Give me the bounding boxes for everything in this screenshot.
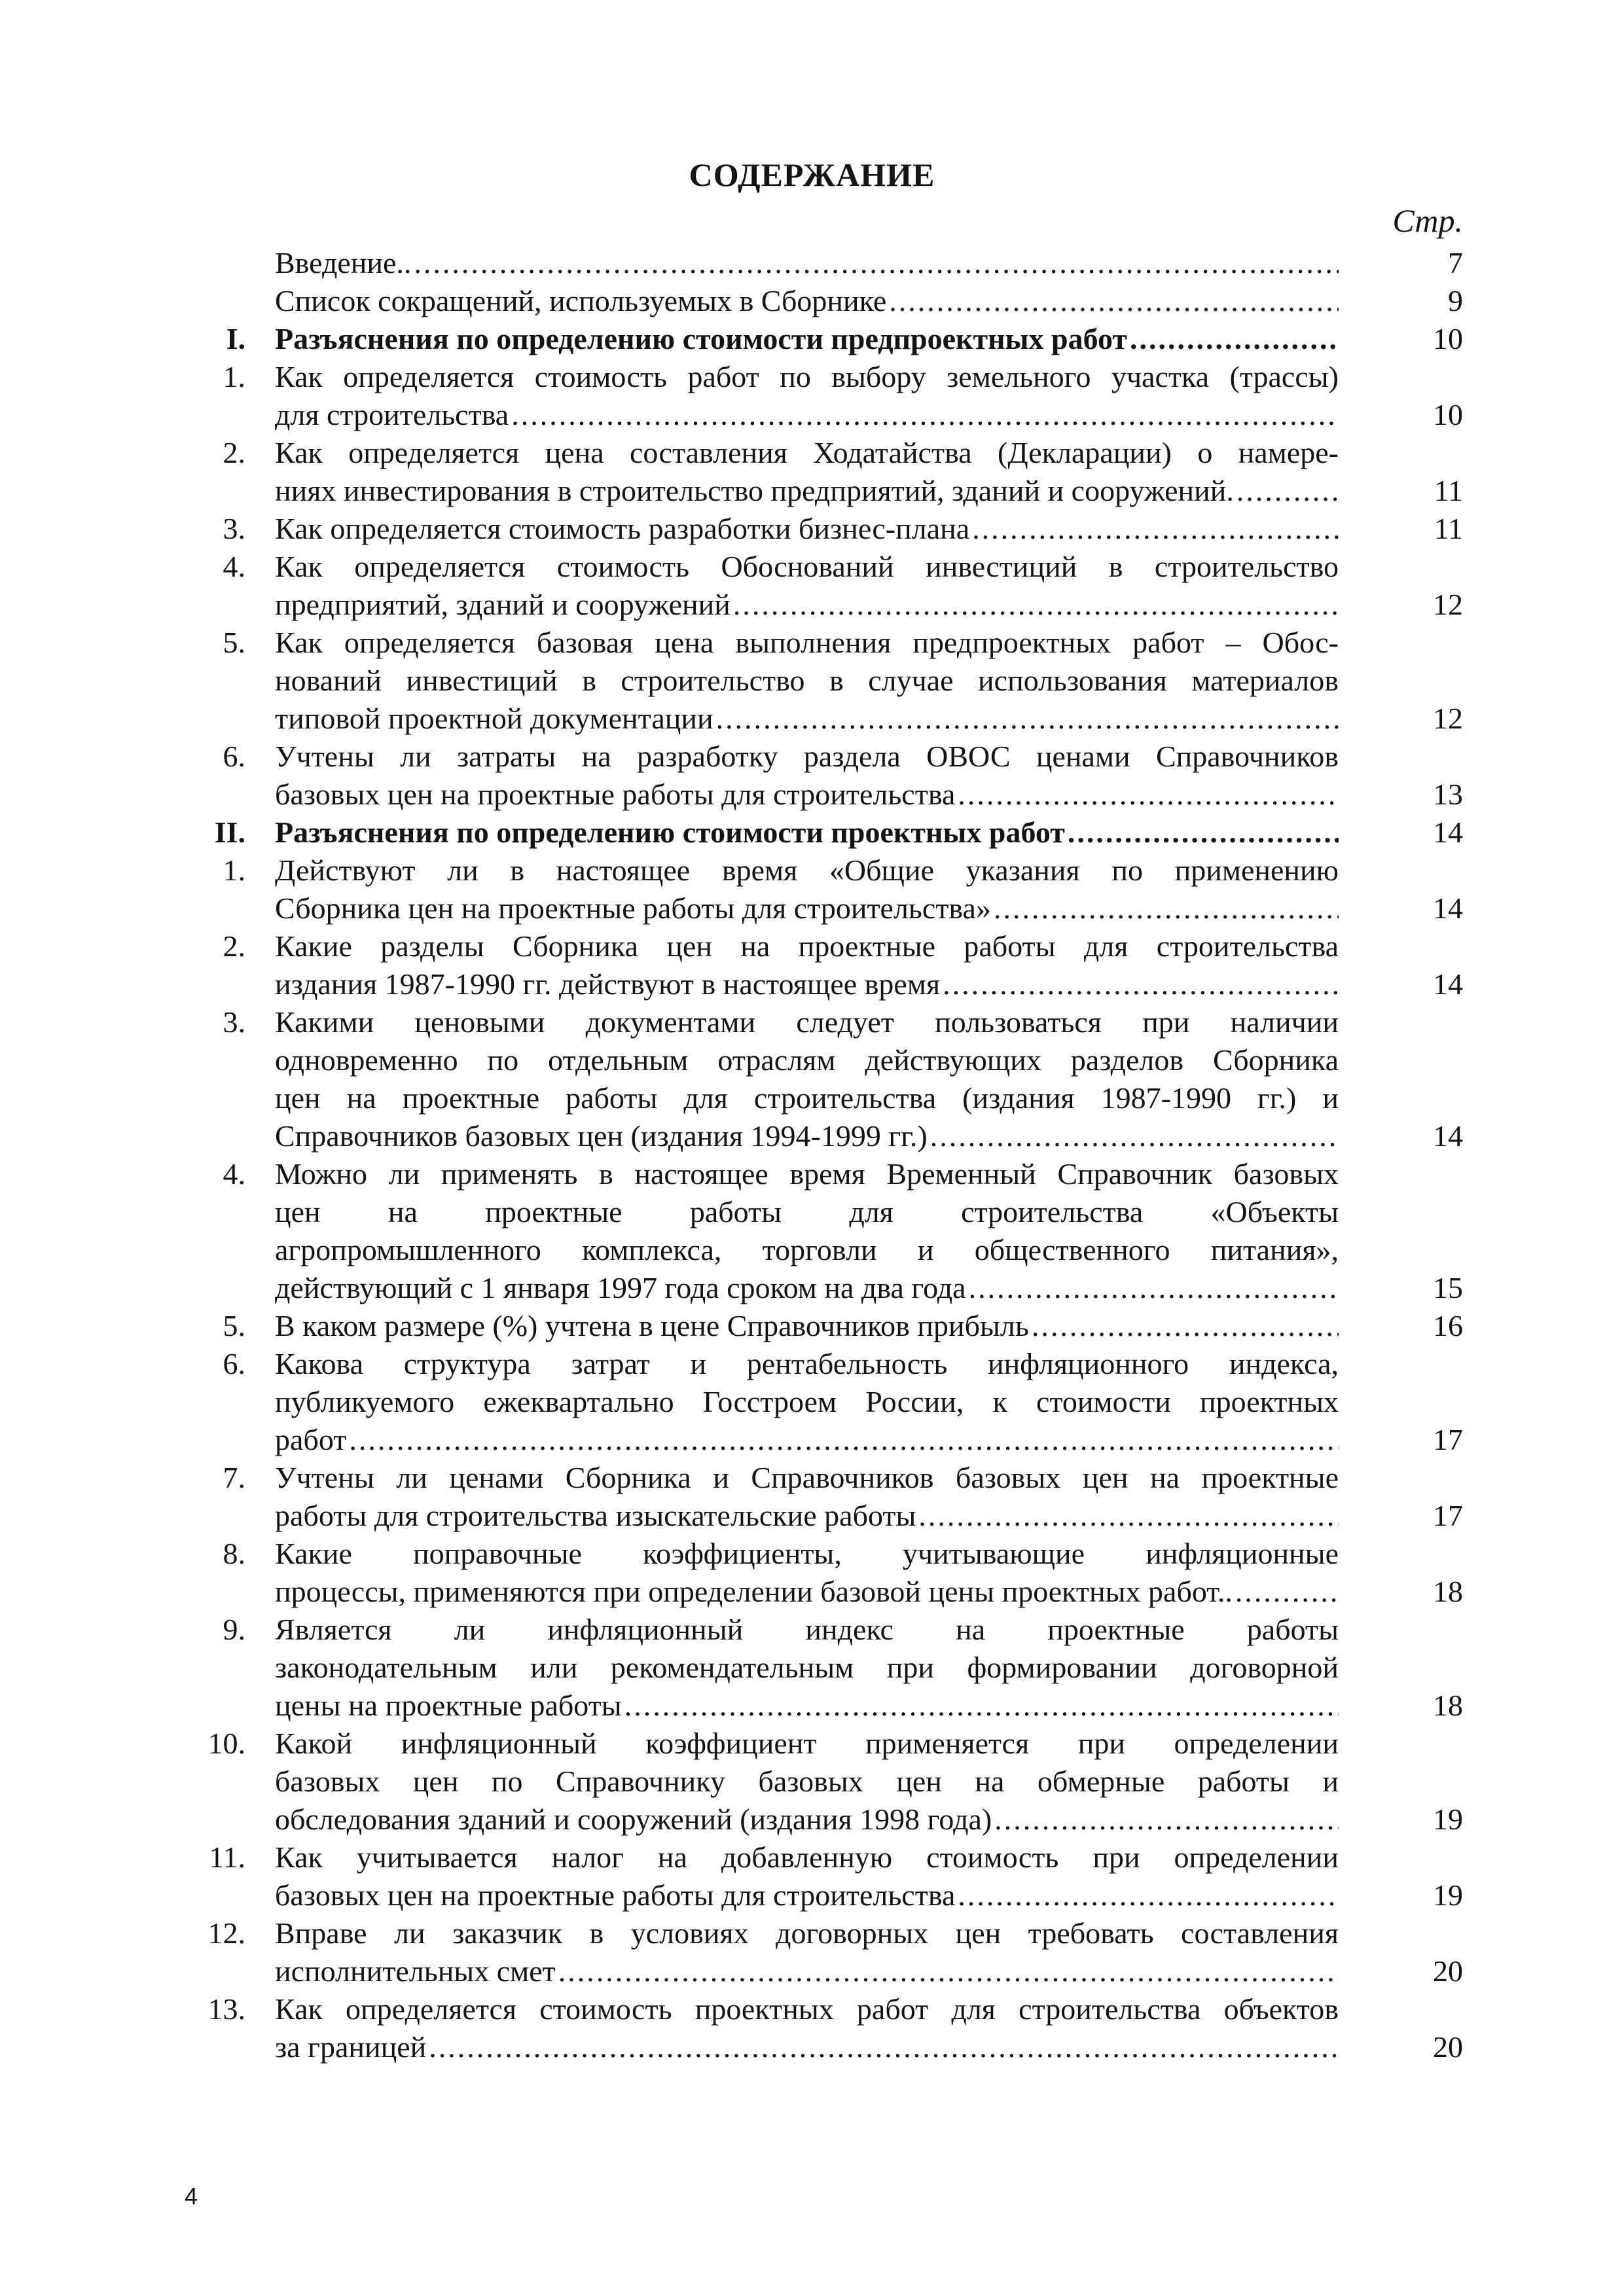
toc-entry-number: 1. [223,853,245,887]
toc-entry-last-line [275,586,1339,624]
toc-entry-last-text: базовых цен на проектные работы для строительства [275,1878,956,1912]
toc-entry-number: 12. [208,1916,245,1950]
toc-entry-line: Как определяется стоимость проектных работ для строительства объектов [275,1992,1339,2026]
toc-entry-line: цен на проектные работы для строительства (издания 1987-1990 гг.) и [275,1081,1339,1115]
toc-entry-title [275,1307,1339,1345]
toc-entry-page: 15 [1433,1271,1463,1304]
toc-entry[interactable] [0,1155,1624,1307]
toc-entry-last-text: предприятий, зданий и сооружений [275,588,731,621]
toc-entry-line: Учтены ли ценами Сборника и Справочников базовых цен на проектные [275,1461,1339,1494]
toc-entry[interactable] [0,548,1624,624]
toc-entry-page: 14 [1433,967,1463,1001]
toc-entry-last-line [275,396,1339,434]
dot-leader [943,965,1339,1003]
toc-entry-last-text: Разъяснения по определению стоимости проектных работ [275,816,1065,849]
toc-entry-last-line [275,320,1339,358]
toc-entry-last-text: ниях инвестирования в строительство предприятий, зданий и сооружений. [275,474,1234,507]
toc-entry-number: 6. [223,740,245,773]
toc-entry-last-line [275,472,1339,510]
toc-entry-title [275,282,1339,320]
toc-entry-line: агропромышленного комплекса, торговли и общественного питания», [275,1233,1339,1266]
toc-entry-page: 12 [1433,588,1463,621]
toc-entry-last-text: процессы, применяются при определении базовой цены проектных работ.. [275,1575,1233,1608]
toc-entry[interactable] [0,1307,1624,1345]
toc-entry-number: 3. [223,512,245,545]
toc-entry-title [275,1459,1339,1535]
toc-entry[interactable] [0,1914,1624,1990]
dot-leader [349,1421,1339,1459]
toc-entry-page: 19 [1433,1878,1463,1912]
toc-entry-last-text: работы для строительства изыскательские работы [275,1499,916,1532]
dot-leader [624,1687,1339,1725]
page-column-header: Стр. [1392,202,1463,239]
toc-entry-number: 4. [223,550,245,583]
dot-leader [994,1801,1339,1839]
dot-leader [889,282,1339,320]
document-title: СОДЕРЖАНИЕ [689,156,935,193]
toc-entry-number: 6. [223,1347,245,1380]
dot-leader [958,1876,1339,1914]
toc-entry-last-line [275,1269,1339,1307]
toc-entry-line: базовых цен по Справочнику базовых цен на обмерные работы и [275,1765,1339,1798]
toc-entry[interactable] [0,1839,1624,1914]
page-number: 4 [185,2183,198,2210]
toc-entry-last-line [275,1952,1339,1990]
dot-leader [1235,1573,1339,1611]
toc-entry-page: 18 [1433,1689,1463,1722]
toc-entry-last-line [275,965,1339,1003]
toc-entry-number: 11. [209,1840,245,1874]
toc-entry-title [275,1725,1339,1839]
toc-entry-line: Как определяется цена составления Ходатайства (Декларации) о намере- [275,436,1339,469]
toc-entry[interactable] [0,1003,1624,1155]
toc-entry-line: Как определяется стоимость работ по выбору земельного участка (трассы) [275,360,1339,393]
toc-entry-number: 2. [223,436,245,469]
toc-entry-page: 10 [1433,322,1463,355]
toc-entry-last-line [275,1497,1339,1535]
toc-entry-title [275,1914,1339,1990]
toc-entry-number: 3. [223,1005,245,1039]
toc-entry-last-line [275,1117,1339,1155]
toc-entry-number: 13. [208,1992,245,2026]
toc-entry-line: Какой инфляционный коэффициент применяется при определении [275,1727,1339,1760]
toc-entry-page: 7 [1448,246,1463,279]
toc-entry-page: 9 [1448,284,1463,317]
toc-entry-title [275,624,1339,738]
toc-entry[interactable] [0,852,1624,927]
toc-entry-line: Какими ценовыми документами следует пользоваться при наличии [275,1005,1339,1039]
toc-entry-last-text: действующий с 1 января 1997 года сроком на два года [275,1271,966,1304]
toc-entry-page: 20 [1433,2030,1463,2064]
toc-entry-line: нований инвестиций в строительство в случае использования материалов [275,664,1339,697]
toc-entry-line: Какие разделы Сборника цен на проектные работы для строительства [275,929,1339,963]
toc-entry-last-text: Список сокращений, используемых в Сборнике [275,284,887,317]
toc-entry-last-text: типовой проектной документации [275,702,713,735]
toc-entry[interactable] [0,510,1624,548]
toc-entry[interactable] [0,1990,1624,2066]
toc-entry[interactable] [0,434,1624,510]
dot-leader [918,1497,1339,1535]
toc-entry-line: законодательным или рекомендательным при формировании договорной [275,1651,1339,1684]
toc-entry-title [275,1345,1339,1459]
toc-entry-title [275,927,1339,1003]
toc-entry-page: 12 [1433,702,1463,735]
toc-entry-line: Как определяется стоимость Обоснований инвестиций в строительство [275,550,1339,583]
toc-entry-last-text: Как определяется стоимость разработки бизнес-плана [275,512,970,545]
toc-entry-page: 19 [1433,1803,1463,1836]
dot-leader [1130,320,1339,358]
dot-leader [969,1269,1339,1307]
toc-entry-page: 14 [1433,1119,1463,1153]
toc-entry-title [275,358,1339,434]
toc-entry-title [275,320,1339,358]
toc-entry-last-text: цены на проектные работы [275,1689,622,1722]
toc-entry-last-line [275,814,1339,852]
toc-entry-line: Какие поправочные коэффициенты, учитывающие инфляционные [275,1537,1339,1570]
toc-entry-page: 13 [1433,778,1463,811]
toc-entry-last-line [275,1801,1339,1839]
toc-entry-last-line [275,1573,1339,1611]
toc-entry-last-line [275,282,1339,320]
dot-leader [1236,472,1339,510]
toc-entry-line: Является ли инфляционный индекс на проектные работы [275,1613,1339,1646]
toc-entry-line: Действуют ли в настоящее время «Общие указания по применению [275,853,1339,887]
toc-entry-number: 5. [223,626,245,659]
toc-section-entry[interactable] [0,320,1624,358]
toc-entry-last-text: издания 1987-1990 гг. действуют в настоящее время [275,967,941,1001]
toc-entry-last-line [275,2028,1339,2066]
toc-entry[interactable] [0,624,1624,738]
dot-leader [930,1117,1339,1155]
toc-entry-line: Какова структура затрат и рентабельность инфляционного индекса, [275,1347,1339,1380]
toc-entry-number: 2. [223,929,245,963]
toc-entry-title [275,244,1339,282]
toc-entry-number: 4. [223,1157,245,1191]
toc-entry-page: 10 [1433,398,1463,431]
toc-entry-last-text: работ [275,1423,347,1456]
toc-entry-line: Как определяется базовая цена выполнения предпроектных работ – Обос- [275,626,1339,659]
toc-entry-page: 11 [1434,512,1463,545]
toc-entry-page: 14 [1433,816,1463,849]
toc-entry-line: Вправе ли заказчик в условиях договорных цен требовать составления [275,1916,1339,1950]
dot-leader [414,244,1339,282]
toc-entry-last-text: В каком размере (%) учтена в цене Справочников прибыль [275,1309,1029,1342]
toc-entry-last-line [275,1687,1339,1725]
toc-entry-title [275,1839,1339,1914]
toc-entry[interactable] [0,927,1624,1003]
toc-entry-last-line [275,889,1339,927]
toc-entry-line: Как учитывается налог на добавленную стоимость при определении [275,1840,1339,1874]
toc-entry-title [275,1003,1339,1155]
toc-entry-last-text: Сборника цен на проектные работы для строительства» [275,891,991,925]
toc-entry-title [275,548,1339,624]
dot-leader [733,586,1339,624]
toc-entry-page: 18 [1433,1575,1463,1608]
toc-entry-number: I. [226,322,245,355]
toc-entry-title [275,434,1339,510]
toc-entry-title [275,814,1339,852]
toc-entry-page: 20 [1433,1954,1463,1988]
table-of-contents [0,244,1624,2066]
dot-leader [994,889,1339,927]
toc-entry[interactable] [0,1535,1624,1611]
toc-entry-line: публикуемого ежеквартально Госстроем России, к стоимости проектных [275,1385,1339,1418]
dot-leader [558,1952,1339,1990]
toc-entry-title [275,1990,1339,2066]
toc-entry-last-line [275,1307,1339,1345]
toc-entry-last-text: для строительства [275,398,509,431]
dot-leader [1032,1307,1339,1345]
toc-entry-last-line [275,700,1339,738]
toc-entry-last-text: Введение.. [275,246,412,279]
dot-leader [958,776,1339,814]
toc-entry-page: 11 [1434,474,1463,507]
toc-entry-title [275,852,1339,927]
toc-entry[interactable] [0,1611,1624,1725]
toc-entry-page: 14 [1433,891,1463,925]
toc-entry-last-text: за границей [275,2030,427,2064]
toc-entry-number: 5. [223,1309,245,1342]
toc-entry-number: II. [214,816,245,849]
dot-leader [429,2028,1339,2066]
dot-leader [972,510,1339,548]
toc-entry-number: 8. [223,1537,245,1570]
toc-entry[interactable] [0,244,1624,282]
toc-entry[interactable] [0,282,1624,320]
toc-entry[interactable] [0,1459,1624,1535]
toc-entry-last-line [275,1421,1339,1459]
toc-entry-last-text: Справочников базовых цен (издания 1994-1999 гг.) [275,1119,928,1153]
toc-entry-line: цен на проектные работы для строительства «Объекты [275,1195,1339,1229]
toc-entry-title [275,738,1339,814]
toc-entry-title [275,1611,1339,1725]
toc-entry-line: Учтены ли затраты на разработку раздела ОВОС ценами Справочников [275,740,1339,773]
toc-entry-last-line [275,776,1339,814]
toc-entry-last-text: исполнительных смет [275,1954,556,1988]
toc-entry-last-line [275,1876,1339,1914]
toc-entry-title [275,1155,1339,1307]
toc-entry-number: 1. [223,360,245,393]
toc-entry-last-line [275,510,1339,548]
toc-entry-page: 16 [1433,1309,1463,1342]
toc-entry-last-line [275,244,1339,282]
toc-entry-last-text: Разъяснения по определению стоимости предпроектных работ [275,322,1128,355]
toc-entry-number: 10. [208,1727,245,1760]
toc-entry-line: одновременно по отдельным отраслям действующих разделов Сборника [275,1043,1339,1077]
toc-entry-page: 17 [1433,1499,1463,1532]
dot-leader [716,700,1339,738]
toc-entry[interactable] [0,1345,1624,1459]
toc-entry-last-text: базовых цен на проектные работы для строительства [275,778,956,811]
toc-entry-title [275,510,1339,548]
toc-entry[interactable] [0,738,1624,814]
toc-entry-line: Можно ли применять в настоящее время Временный Справочник базовых [275,1157,1339,1191]
toc-entry-title [275,1535,1339,1611]
toc-entry-number: 7. [223,1461,245,1494]
toc-entry[interactable] [0,358,1624,434]
toc-entry-number: 9. [223,1613,245,1646]
toc-entry[interactable] [0,1725,1624,1839]
toc-entry-page: 17 [1433,1423,1463,1456]
dot-leader [1068,814,1339,852]
toc-entry-last-text: обследования зданий и сооружений (издания 1998 года) [275,1803,992,1836]
dot-leader [511,396,1339,434]
toc-section-entry[interactable] [0,814,1624,852]
